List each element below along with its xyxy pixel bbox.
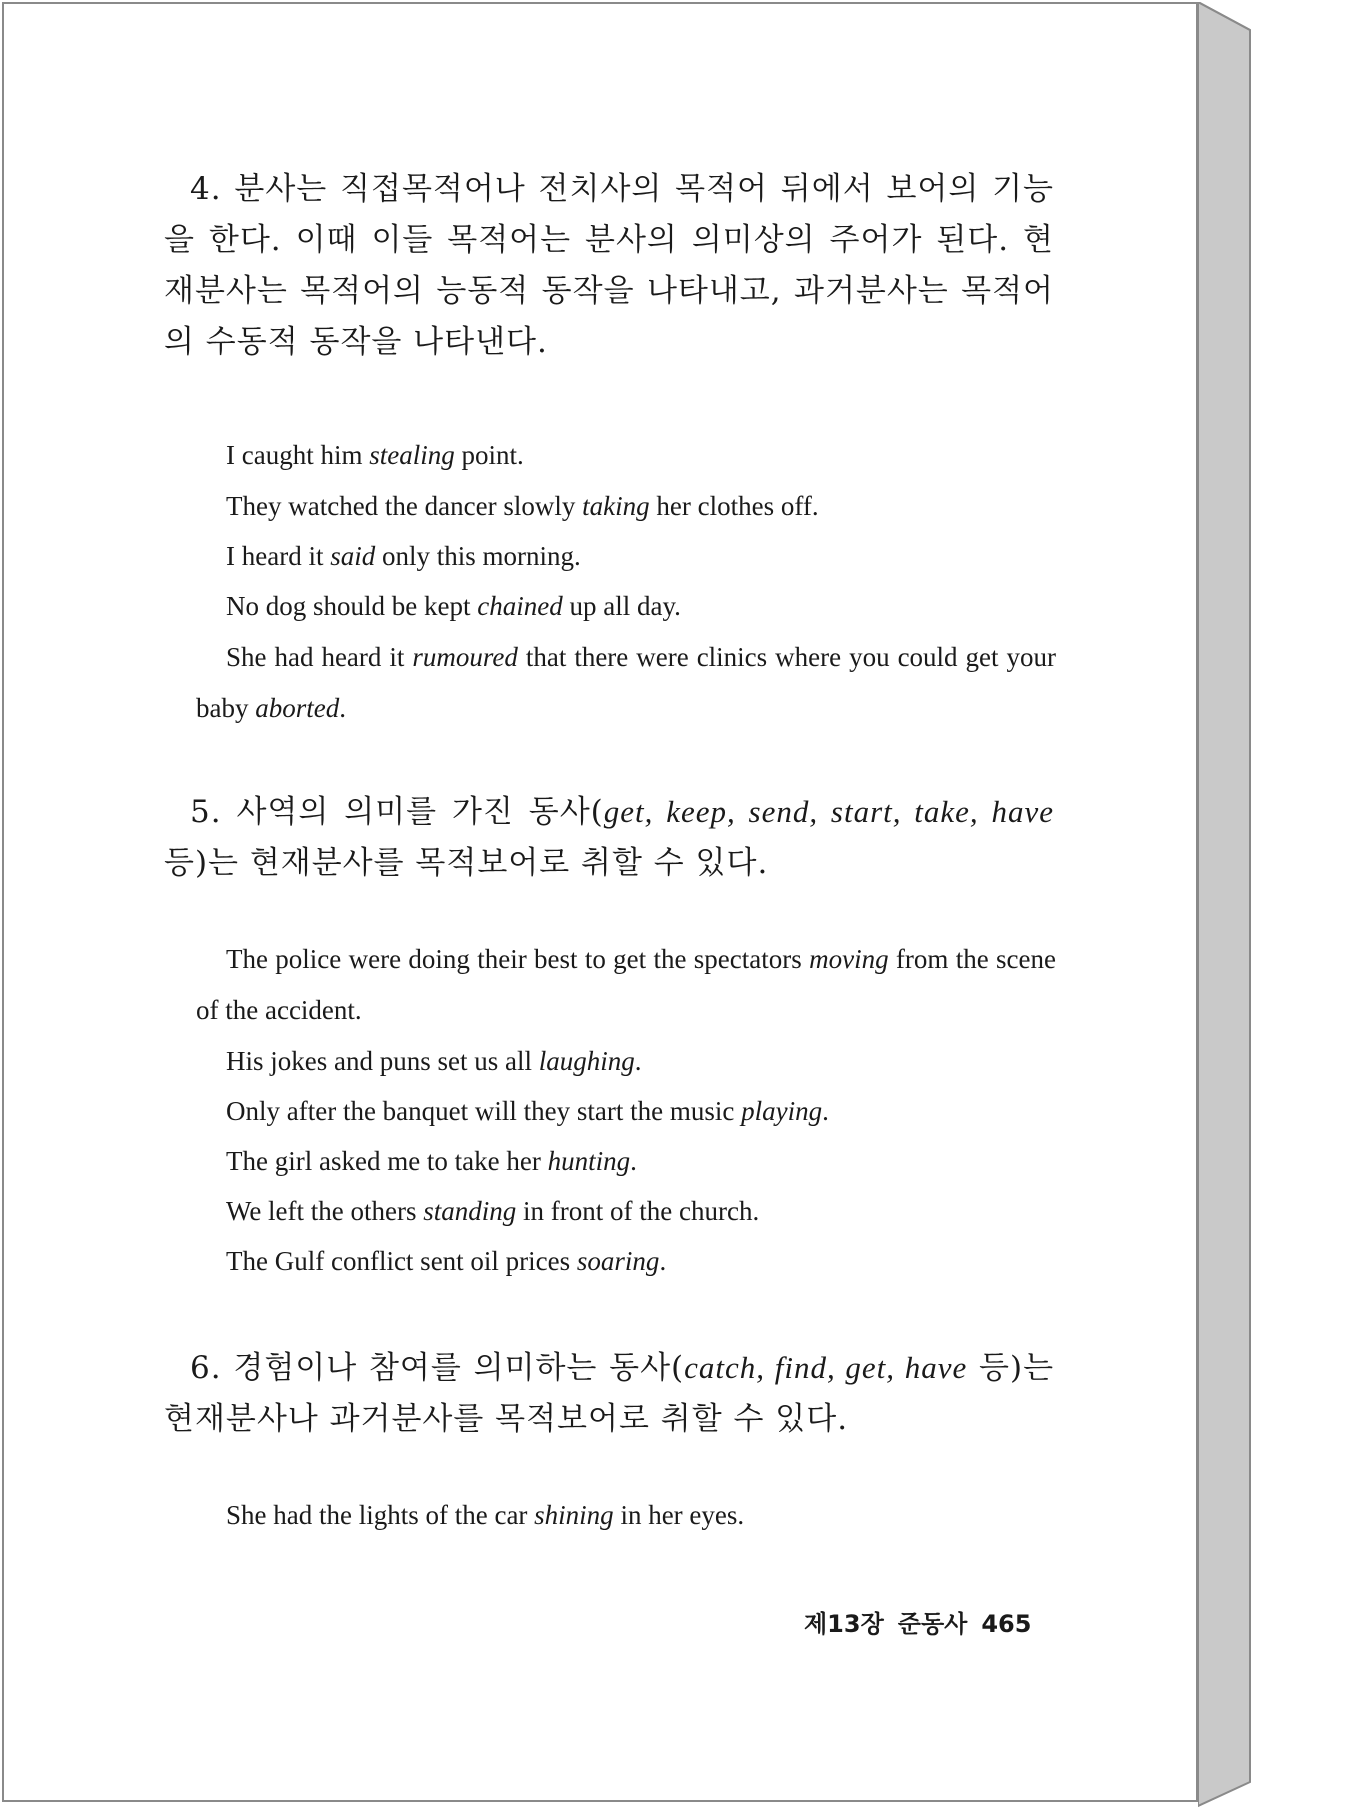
- example-text: I caught him: [226, 440, 370, 470]
- example-text: .: [339, 693, 346, 723]
- example-text: The Gulf conflict sent oil prices: [226, 1246, 577, 1276]
- example-italic-word: aborted: [255, 693, 340, 723]
- example-text: .: [630, 1146, 637, 1176]
- chapter-label: 제13장: [804, 1610, 884, 1638]
- example-italic-word: chained: [477, 591, 563, 621]
- example-sentence: [196, 934, 1056, 1036]
- example-text: His jokes and puns set us all: [226, 1046, 539, 1076]
- page-footer: [804, 1604, 1030, 1639]
- example-text: only this morning.: [375, 541, 581, 571]
- example-text: We left the others: [226, 1196, 424, 1226]
- example-text: .: [634, 1046, 642, 1076]
- example-sentence: [226, 1498, 744, 1532]
- example-text: They watched the dancer slowly: [226, 491, 583, 521]
- example-text: point.: [454, 440, 524, 470]
- section-6-number: 6.: [190, 1350, 222, 1386]
- example-text: She had heard it: [226, 642, 413, 672]
- example-sentence: [226, 438, 524, 472]
- example-text: that there were clinics where you could get your baby: [196, 642, 1056, 723]
- example-text: her clothes off.: [649, 491, 819, 521]
- section-6-text: 등)는 현재분사나 과거분사를 목적보어로 취할 수 있다.: [164, 1350, 1055, 1437]
- section-5-text: 등)는 현재분사를 목적보어로 취할 수 있다.: [164, 845, 769, 881]
- example-italic-word: rumoured: [412, 642, 518, 672]
- example-text: I heard it: [226, 541, 331, 571]
- book-edge-graphic: [1198, 2, 1298, 1808]
- section-6-text: 경험이나 참여를 의미하는 동사(: [233, 1350, 685, 1386]
- example-text: in her eyes.: [613, 1500, 745, 1530]
- section-4-paragraph: [164, 164, 1054, 368]
- example-italic-word: soaring: [576, 1246, 660, 1276]
- example-sentence: [226, 1244, 666, 1278]
- example-text: No dog should be kept: [226, 591, 478, 621]
- example-text: from the scene of the accident.: [196, 944, 1056, 1025]
- example-sentence: [226, 489, 819, 523]
- example-sentence: [226, 1194, 759, 1228]
- example-sentence: [226, 1094, 829, 1128]
- example-italic-word: moving: [809, 944, 889, 974]
- section-5-number: 5.: [190, 794, 222, 830]
- example-italic-word: shining: [534, 1500, 614, 1530]
- section-5-text: 사역의 의미를 가진 동사(: [236, 794, 604, 830]
- example-sentence: [196, 632, 1056, 734]
- example-text: .: [822, 1096, 829, 1126]
- example-text: The girl asked me to take her: [226, 1146, 548, 1176]
- example-italic-word: hunting: [547, 1146, 631, 1176]
- chapter-topic: 준동사: [897, 1610, 968, 1638]
- section-6-verb-list: catch, find, get, have: [684, 1350, 968, 1385]
- example-text: She had the lights of the car: [226, 1500, 535, 1530]
- book-page: [2, 2, 1198, 1802]
- section-5-paragraph: [164, 786, 1054, 889]
- example-text: The police were doing their best to get the spectators: [226, 944, 810, 974]
- example-italic-word: taking: [582, 491, 650, 521]
- example-sentence: [226, 1044, 642, 1078]
- example-sentence: [226, 589, 681, 623]
- example-italic-word: playing: [741, 1096, 823, 1126]
- example-text: up all day.: [562, 591, 681, 621]
- example-italic-word: laughing: [538, 1046, 635, 1076]
- example-italic-word: stealing: [369, 440, 455, 470]
- example-italic-word: standing: [423, 1196, 517, 1226]
- example-text: .: [659, 1246, 667, 1276]
- section-4-number: 4.: [190, 171, 222, 207]
- example-text: in front of the church.: [516, 1196, 760, 1226]
- page-number: 465: [981, 1610, 1032, 1638]
- section-6-paragraph: [164, 1342, 1054, 1445]
- section-4-text: 분사는 직접목적어나 전치사의 목적어 뒤에서 보어의 기능을 한다. 이때 이들 목적어는 분사의 의미상의 주어가 된다. 현재분사는 목적어의 능동적 동작을 나타내고, 과거분사는 목적어의 수동적 동작을 나타낸다.: [164, 171, 1055, 360]
- example-sentence: [226, 539, 581, 573]
- example-sentence: [226, 1144, 637, 1178]
- example-text: Only after the banquet will they start the music: [226, 1096, 742, 1126]
- section-5-verb-list: get, keep, send, start, take, have: [603, 794, 1054, 829]
- example-italic-word: said: [330, 541, 376, 571]
